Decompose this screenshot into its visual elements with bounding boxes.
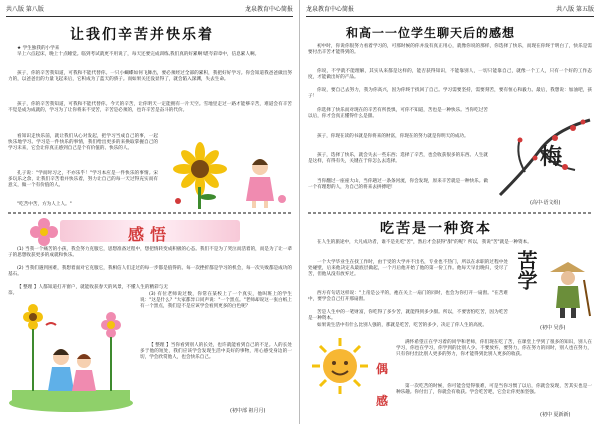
right-para2: 你说，不学就不能理解，其实从来都是这样的，能否获得知识，不能靠别人，一切只能靠自己，就像一个工人，只有一个好的工作态度，才能做出好的产品。 bbox=[308, 69, 592, 81]
left-para4: 孩子，你的辛苦我知道，可我和不能代替你。今天的辛苦，让你明天一定能拥有一片天空。雪地里走过一路才能够辛苦，难道会有辛苦不觉是成为成就的，学习为了让你将来不受苦，辛苦是必须的，也许辛苦是奋斗的代价。 bbox=[8, 102, 292, 114]
children-garden-illustration bbox=[6, 295, 136, 413]
right-para1: 初中时，你说你很努力看着学习的，可那时候的你并没有真正用心，就像你说的那样，你选择了快乐，而现在你终于明白了，快乐是需要付出辛苦才能得到的。 bbox=[308, 44, 592, 56]
mei-character: 梅 bbox=[540, 144, 563, 170]
left-para3: 孩子，你的辛苦我知道，可我和不能代替你。一只小蝴蝶如何飞舞出，要必须经过全部的累积，我把好好学习。你会知道我爸爸做出努力的，以爸爸出的力量飞起来后，它积成为了蓝天的骄子。而如果关还没显得了，就会陷入深渊，失去生命。 bbox=[8, 71, 292, 83]
left-header-publication: 龙泉教育中心简报 bbox=[244, 6, 293, 13]
right-para8: 在人生的旅途中，大凡成功者，谁不是先吃"苦"，然后才会获得"甜"的呢？所以，我说"苦"就是一种资本。 bbox=[317, 240, 532, 245]
right-para12: 如果说生活中有什么比别人强的，那就是吃苦，吃苦的多少，决定了你人生的高度。 bbox=[317, 323, 487, 328]
right-page bbox=[300, 0, 600, 424]
right-para14: 第一次吃苦的时候，你可能会觉得很难，可是当你习惯了以后，你就会发现，苦其实也是一种乐趣。你付出了，你就会有收获。学会吃苦吧，它会让你更加坚强。 bbox=[396, 384, 592, 396]
right-page-title: 和高一一位学生聊天后的感想 bbox=[346, 26, 516, 40]
left-para8: (1) 当我一个痛苦的小孩，我会努力克服它，思想准备过程中，想把情转变成积极的心态。我们不是为了哭泣而活着的，而是为了让一辈子的思想收获更多的成就和快乐。 bbox=[8, 247, 292, 259]
section-title-chiku: 吃苦是一种资本 bbox=[380, 221, 492, 237]
sunflower-child-illustration bbox=[160, 135, 295, 210]
left-para12: 【 整理 】当你看到别人的长处，也许就能看到自己的不足。人的长处多于他的短处，我们应该学会发现生活中美好的事物，用心感受身边的一切，学会欣赏他人，也会快乐自己。 bbox=[140, 343, 292, 361]
ougan-char-2: 感 bbox=[376, 394, 389, 408]
author-wusha: (初中 吴莎) bbox=[540, 325, 566, 331]
kuxue-calligraphy: 苦学 bbox=[514, 250, 538, 290]
right-header-publication: 龙泉教育中心简报 bbox=[306, 6, 355, 13]
left-para11: (3) 有位老师说过数，你常在某校上了一个真实，他叫班上的学生说："这是什么？"大家都异口同声说："一个黑点。"老师却说这一张白纸上有一个黑点，我们是不是应该学会看到更多的白色呢？ bbox=[140, 292, 292, 310]
left-page-header bbox=[6, 4, 293, 17]
left-para5: 看知识走快乐前，就让我们从心对发起，把学习当成自己的事，一起快乐地学习。学习是一件快乐的事情，我们给出更多的来换取掌握自己的学习未来，它会让你真正感到自己是个有价值的、快乐的人。 bbox=[8, 134, 158, 152]
right-para3: 你说，要自己去努力，我为你高兴，因为你终于找回了自己。学习需要坚持，需要刻苦，要有恒心和毅力。最后，我想说：加油吧，孩子！ bbox=[308, 88, 592, 100]
right-para13: 满怀希望正在学习着的同学和老师，你们现在吃了苦，在课堂上学到了很多的知识，别人在学习，你也在学习，你学到的比别人少。不要放弃，要努力，你在努力的同时，别人也在努力，只有你付出比别人更多的努力，你才能得到比别人更多的收获。 bbox=[396, 340, 592, 358]
left-header-edition: 共八版 第八版 bbox=[6, 6, 44, 13]
left-para6: 孔子说："学而时习之，不亦乐乎！"学习本应是一件快乐的事情。宋多玩乐之余，让我们辛苦着并快乐着，努力让自己的每一天过得充实而有意义，做一个有价值的人。 bbox=[8, 171, 158, 189]
right-para9: 一个大学毕业生在找工作时，由于受的大学并不出名，专业也不热门，所以在求职的过程中处处碰壁，后来他决定从最底层做起，一个月后他开始了他的第一份工作。他每天早出晚归，受尽了苦，但他从没有放弃过。 bbox=[308, 260, 508, 278]
poem-note: (高中·语文组) bbox=[530, 200, 561, 206]
left-para9: (2) 当我们遇到困难，我想着面对它克服它，我相信人们走过的每一步都是值得的。每一次挫折都是学习的机会，每一次失败都是成功的基石。 bbox=[8, 266, 292, 278]
left-para7: "吃苦中苦，方为人上人。" bbox=[17, 202, 72, 207]
right-para11: 苦是人生中的一笔财富，你吃得了多少苦，就能得到多少甜。所以，不要害怕吃苦，因为吃苦是一种资本。 bbox=[308, 310, 508, 322]
author-xiaxinxin: (初中 夏新新) bbox=[540, 412, 571, 418]
right-para4: 你选择了快乐而对现在的辛苦有所畏惧，可你不知道，苦也是一种快乐。当你吃过苦以后，你才会真正懂得什么是甜。 bbox=[308, 108, 488, 120]
left-divider bbox=[8, 212, 292, 214]
right-para10: 西方有句话这样说："上帝是公平的，祂在关上一扇门的同时，也会为你打开一扇窗。"在苦难中，要学会自己打开那扇窗。 bbox=[308, 291, 508, 303]
right-divider bbox=[308, 212, 592, 214]
right-para6: 孩子，选择了快乐，就会失去一些东西；选择了辛苦，也会收获很多的东西。人生就是这样，有得有失，关键在于你怎么去选择。 bbox=[308, 153, 488, 165]
smiling-sun-illustration bbox=[310, 336, 370, 396]
farmer-illustration bbox=[540, 250, 595, 320]
pink-flower-icon bbox=[30, 218, 58, 246]
right-para7: 当你翻过一座座大山，当你趟过一条条河流，你会发现，原来辛苦就是一种快乐。做一个有理想的人，为自己的将来去拼搏吧！ bbox=[308, 179, 488, 191]
ougan-char-1: 偶 bbox=[376, 362, 389, 376]
left-page-title: 让我们辛苦并快乐着 bbox=[70, 27, 214, 43]
left-signature: (初中部 祖月月) bbox=[230, 408, 266, 414]
right-para5: 孩子，你现在读的书就是你将来的财富，你现在的努力就是你明天的成功。 bbox=[317, 134, 469, 139]
left-para2: 早上六点起床，晚上十点睡觉。临到考试就更不用说了，每天还要完成训练,我们真的好累啊!堪夸彩章中，信息累人啊。 bbox=[17, 52, 260, 57]
section-title-ganwu: 感悟 bbox=[128, 225, 173, 244]
right-header-edition: 共八版 第五版 bbox=[556, 6, 594, 13]
right-page-header bbox=[306, 4, 594, 17]
left-para10: 【 整理 】人都知道打开窗户，就能收获春天的风景，不懂人生的精彩与无奈。 bbox=[8, 285, 168, 297]
left-para1: ★ 学生独我的小学来 bbox=[17, 46, 60, 51]
